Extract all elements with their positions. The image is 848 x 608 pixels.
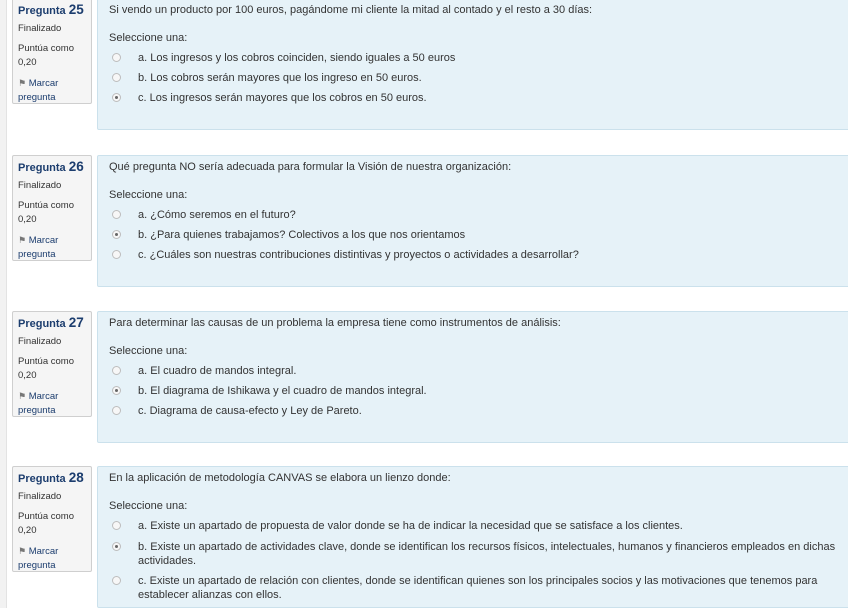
question-state: Finalizado: [18, 23, 62, 34]
radio-button[interactable]: [112, 366, 121, 375]
flag-question-link[interactable]: ⚑ Marcar pregunta: [18, 546, 59, 571]
question-content: Para determinar las causas de un problema la empresa tiene como instrumentos de análisis: Seleccione una: a. El cuadro de mandos integral. b. El diagrama de Ishikawa y el cuadro de mandos integral. c. Diagrama de causa-efecto y Ley de Pareto.: [97, 311, 848, 443]
radio-button-selected[interactable]: [112, 93, 121, 102]
question-text: Si vendo un producto por 100 euros, pagándome mi cliente la mitad al contado y el resto a 30 días:: [109, 4, 593, 16]
question-content: Si vendo un producto por 100 euros, pagándome mi cliente la mitad al contado y el resto a 30 días: Seleccione una: a. Los ingresos y los cobros coinciden, siendo iguales a 50 euros b. Los cobros serán mayores que los ingreso en 50 euros. c. Los ingresos serán mayores que los cobros en 50 euros.: [97, 0, 848, 130]
question-info: [12, 311, 92, 417]
radio-button-selected[interactable]: [112, 230, 121, 239]
question-number: Pregunta 27: [18, 315, 84, 330]
radio-button[interactable]: [112, 406, 121, 415]
radio-button-selected[interactable]: [112, 542, 121, 551]
flag-question-link[interactable]: ⚑ Marcar pregunta: [18, 391, 59, 416]
flag-icon: ⚑: [18, 391, 27, 401]
radio-button[interactable]: [112, 576, 121, 585]
answer-prompt: Seleccione una:: [109, 500, 188, 512]
flag-question-link[interactable]: ⚑ Marcar pregunta: [18, 78, 59, 103]
question-info: [12, 466, 92, 572]
radio-button[interactable]: [112, 73, 121, 82]
question-state: Finalizado: [18, 491, 62, 502]
question-number: Pregunta 26: [18, 159, 84, 174]
flag-icon: ⚑: [18, 546, 27, 556]
answer-prompt: Seleccione una:: [109, 189, 188, 201]
radio-button-selected[interactable]: [112, 386, 121, 395]
question-content: Qué pregunta NO sería adecuada para formular la Visión de nuestra organización: Seleccione una: a. ¿Cómo seremos en el futuro? b. ¿Para quienes trabajamos? Colectivos a los que nos orientamos c. ¿Cuáles son nuestras contribuciones distintivas y proyectos o actividades a desarrollar?: [97, 155, 848, 287]
question-grade: Puntúa como 0,20: [18, 511, 74, 536]
radio-button[interactable]: [112, 210, 121, 219]
radio-button[interactable]: [112, 53, 121, 62]
question-grade: Puntúa como 0,20: [18, 43, 74, 68]
question-text: En la aplicación de metodología CANVAS se elabora un lienzo donde:: [109, 472, 451, 484]
question-text: Para determinar las causas de un problema la empresa tiene como instrumentos de análisis:: [109, 317, 561, 329]
question-info: [12, 0, 92, 104]
question-grade: Puntúa como 0,20: [18, 356, 74, 381]
question-grade: Puntúa como 0,20: [18, 200, 74, 225]
question-content: En la aplicación de metodología CANVAS se elabora un lienzo donde: Seleccione una: a. Existe un apartado de propuesta de valor donde se ha de indicar la necesidad que se satisface a los clientes. b. Existe un apartado de actividades clave, donde se identifican los recursos físicos, intelectuales, humanos y financieros empleados en dichas actividades. c. Existe un apartado de relación con clientes, donde se identifican quienes son los principales socios y las motivaciones que tenemos para establecer alianzas con ellos.: [97, 466, 848, 608]
question-state: Finalizado: [18, 336, 62, 347]
question-number: Pregunta 28: [18, 470, 84, 485]
radio-button[interactable]: [112, 521, 121, 530]
flag-icon: ⚑: [18, 235, 27, 245]
question-number: Pregunta 25: [18, 2, 84, 17]
question-text: Qué pregunta NO sería adecuada para formular la Visión de nuestra organización:: [109, 161, 512, 173]
question-state: Finalizado: [18, 180, 62, 191]
radio-button[interactable]: [112, 250, 121, 259]
flag-icon: ⚑: [18, 78, 27, 88]
question-info: [12, 155, 92, 261]
page-left-border: [0, 0, 7, 608]
flag-question-link[interactable]: ⚑ Marcar pregunta: [18, 235, 59, 260]
answer-prompt: Seleccione una:: [109, 32, 188, 44]
answer-prompt: Seleccione una:: [109, 345, 188, 357]
